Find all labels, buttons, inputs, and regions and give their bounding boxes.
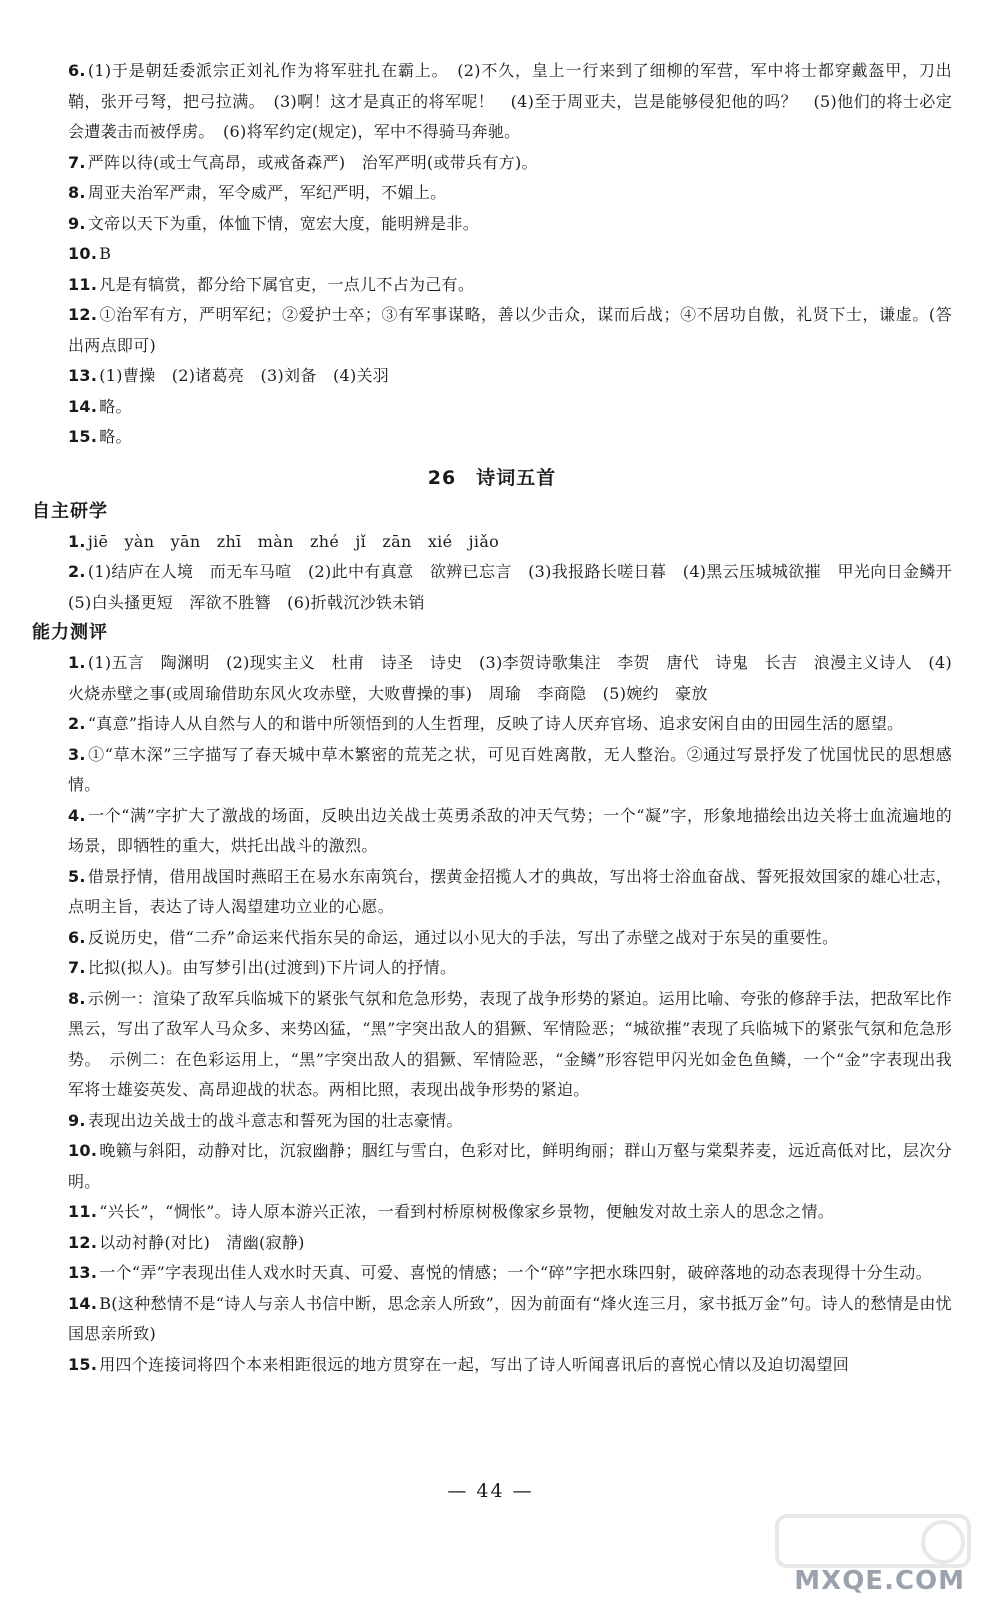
answer-item: 4. 一个“满”字扩大了激战的场面，反映出边关战士英勇杀敌的冲天气势；一个“凝”字，形象地描绘出边关将士血流遍地的场景，即牺牲的重大，烘托出战斗的激烈。 <box>68 805 952 855</box>
answer-item: 9. 表现出边关战士的战斗意志和誓死为国的壮志豪情。 <box>68 1110 463 1130</box>
page-content <box>32 56 969 1380</box>
answer-item: 10. B <box>68 244 112 263</box>
answer-item: 7. 比拟(拟人)。由写梦引出(过渡到)下片词人的抒情。 <box>68 958 457 977</box>
answer-item: 11. “兴长”，“惆怅”。诗人原本游兴正浓，一看到村桥原树极像家乡景物，便触发对故土亲人的思念之情。 <box>68 1202 835 1221</box>
answer-list-lesson-25 <box>32 56 952 453</box>
answer-item: 14. 略。 <box>68 396 132 416</box>
answer-item: 8. 周亚夫治军严肃，军令威严，军纪严明，不媚上。 <box>68 183 447 202</box>
section-heading-self-study: 自主研学 <box>32 500 108 522</box>
answer-item: 8. 示例一：渲染了敌军兵临城下的紧张气氛和危急形势，表现了战争形势的紧迫。运用比喻、夸张的修辞手法，把敌军比作黑云，写出了敌军人马众多、来势凶猛，“黑”字突出敌人的猖獗、军情险恶；“城欲摧”表现了兵临城下的紧张气氛和危急形势。 示例二：在色彩运用上，“黑”字突出敌人的猖獗、军情险恶，“金鳞”形容铠甲闪光如金色鱼鳞，一个“金”字表现出我军将士雄姿英发、高昂迎战的状态。两相比照，表现出战争形势的紧迫。 <box>68 988 952 1099</box>
answer-item: 3. ①“草木深”三字描写了春天城中草木繁密的荒芜之状，可见百姓离散，无人整治。②通过写景抒发了忧国忧民的思想感情。 <box>68 744 952 794</box>
answer-item: 2. (1)结庐在人境 而无车马喧 (2)此中有真意 欲辨已忘言 (3)我报路长嗟日暮 (4)黑云压城城欲摧 甲光向日金鳞开 (5)白头搔更短 浑欲不胜簪 (6)折戟沉沙铁未销 <box>68 562 969 612</box>
answer-item: 10. 晚籁与斜阳，动静对比，沉寂幽静；胭红与雪白，色彩对比，鲜明绚丽；群山万壑与棠梨荞麦，远近高低对比，层次分明。 <box>68 1141 952 1191</box>
answer-item: 2. “真意”指诗人从自然与人的和谐中所领悟到的人生哲理，反映了诗人厌弃官场、追求安闲自由的田园生活的愿望。 <box>68 714 904 733</box>
answer-item: 12. ①治军有方，严明军纪；②爱护士卒；③有军事谋略，善以少击众，谋而后战；④不居功自傲，礼贤下士，谦虚。(答出两点即可) <box>68 305 952 355</box>
answer-item: 9. 文帝以天下为重，体恤下情，宽宏大度，能明辨是非。 <box>68 213 480 233</box>
answer-item: 11. 凡是有犒赏，都分给下属官吏，一点儿不占为己有。 <box>68 274 475 294</box>
answer-item: 15. 略。 <box>68 427 132 446</box>
answer-item: 5. 借景抒情，借用战国时燕昭王在易水东南筑台，摆黄金招揽人才的典故，写出将士浴血奋战、誓死报效国家的雄心壮志，点明主旨，表达了诗人渴望建功立业的心愿。 <box>68 866 952 916</box>
answer-item: 13. 一个“弄”字表现出佳人戏水时天真、可爱、喜悦的情感；一个“碎”字把水珠四射，破碎落地的动态表现得十分生动。 <box>68 1263 932 1282</box>
answer-item: 1. jiē yàn yān zhī màn zhé jǐ zān xié jiǎo <box>68 531 500 551</box>
answer-item: 1. (1)五言 陶渊明 (2)现实主义 杜甫 诗圣 诗史 (3)李贺诗歌集注 李贺 唐代 诗鬼 长吉 浪漫主义诗人 (4)火烧赤壁之事(或周瑜借助东风火攻赤壁，大败曹操的事) 周瑜 李商隐 (5)婉约 豪放 <box>68 653 952 703</box>
page-number: — 44 — <box>447 1480 534 1502</box>
watermark-text: MXQE.COM <box>794 1566 965 1596</box>
answer-item: 12. 以动衬静(对比) 清幽(寂静) <box>68 1232 305 1252</box>
answer-item: 14. B(这种愁情不是“诗人与亲人书信中断，思念亲人所致”，因为前面有“烽火连三月，家书抵万金”句。诗人的愁情是由忧国思亲所致) <box>68 1293 952 1343</box>
answer-item: 6. 反说历史，借“二乔”命运来代指东吴的命运，通过以小见大的手法，写出了赤壁之战对于东吴的重要性。 <box>68 927 839 947</box>
section-heading-assessment: 能力测评 <box>32 622 108 643</box>
answer-item: 13. (1)曹操 (2)诸葛亮 (3)刘备 (4)关羽 <box>68 366 390 385</box>
answer-item: 7. 严阵以待(或士气高昂，或戒备森严) 治军严明(或带兵有方)。 <box>68 152 538 172</box>
lesson-title: 26 诗词五首 <box>427 466 557 489</box>
answer-item: 15. 用四个连接词将四个本来相距很远的地方贯穿在一起，写出了诗人听闻喜讯后的喜悦心情以及迫切渴望回 <box>68 1354 850 1374</box>
answer-item: 6. (1)于是朝廷委派宗正刘礼作为将军驻扎在霸上。 (2)不久，皇上一行来到了细柳的军营，军中将士都穿戴盔甲，刀出鞘，张开弓弩，把弓拉满。 (3)啊！这才是真正的将军呢！ (4)至于周亚夫，岂是能够侵犯他的吗？ (5)他们的将士必定会遭袭击而被俘虏。 (6)将军约定(规定)，军中不得骑马奔驰。 <box>68 61 952 141</box>
